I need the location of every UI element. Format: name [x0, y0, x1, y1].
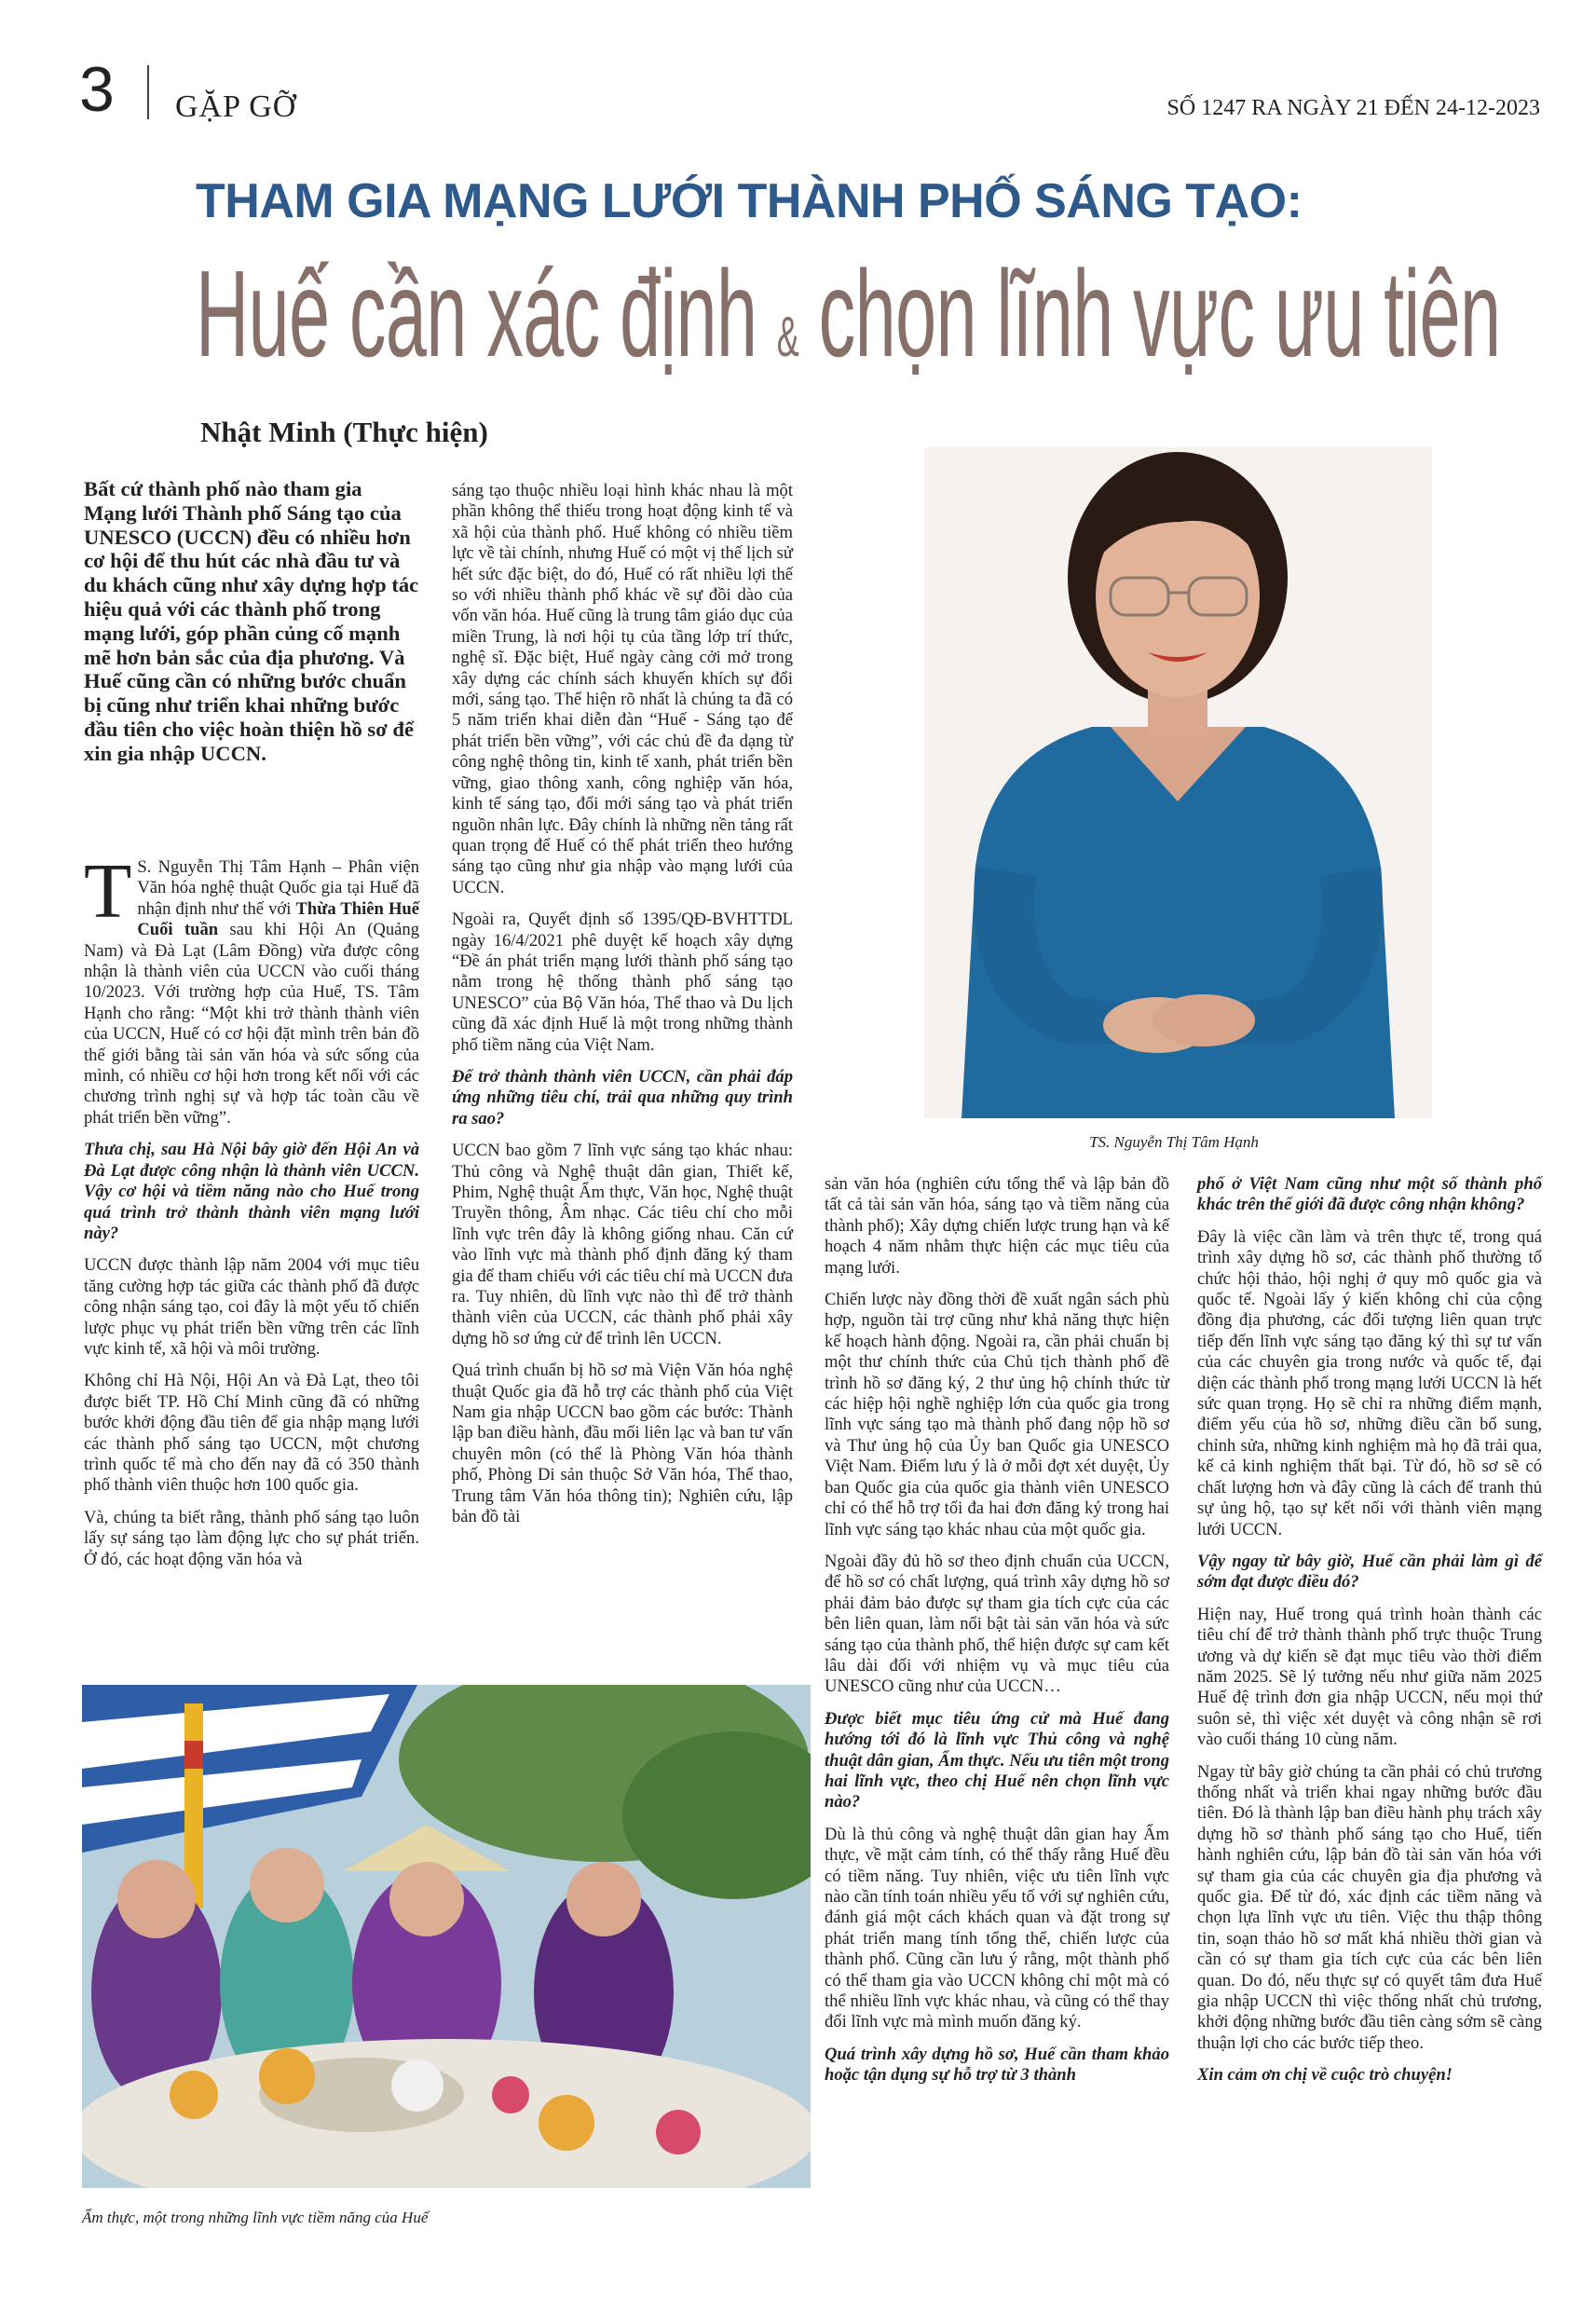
question-5: Vậy ngay từ bây giờ, Huế cần phải làm gì để sớm đạt được điều đó? [1197, 1551, 1542, 1593]
section-name: GẶP GỠ [175, 89, 297, 124]
paragraph: UCCN bao gồm 7 lĩnh vực sáng tạo khác nhau: Thủ công và Nghệ thuật dân gian, Thiết kế, Phim, Nghệ thuật Ẩm thực, Văn học, Nghệ thuật Truyền thông, Âm nhạc. Các tiêu chí cho mỗi lĩnh vực trên đây là không giống nhau. Căn cứ vào lĩnh vực mà thành phố định đăng ký tham gia để tham chiếu với các tiêu chí mà UCCN đưa ra. Tuy nhiên, dù lĩnh vực nào thì để trở thành thành viên của UCCN, các thành phố phải xây dựng hồ sơ ứng cử để trình lên UCCN. [452, 1141, 793, 1348]
publication-name: Thừa Thiên Huế Cuối tuần [137, 898, 419, 940]
paragraph: Quá trình chuẩn bị hồ sơ mà Viện Văn hóa nghệ thuật Quốc gia đã hỗ trợ các thành phố của Việt Nam gia nhập UCCN bao gồm các bước: Thành lập ban điều hành, đầu mối liên lạc và ban tư vấn chuyên môn (có thể là Phòng Văn hóa thành phố, Phòng Di sản thuộc Sở Văn hóa, Thể thao, Trung tâm Văn hóa thông tin); Nghiên cứu, lập bản đồ tài [452, 1361, 793, 1527]
article-headline [196, 244, 1500, 407]
header-divider [147, 65, 149, 119]
issue-info: SỐ 1247 RA NGÀY 21 ĐẾN 24-12-2023 [1166, 96, 1540, 120]
paragraph: Chiến lược này đồng thời đề xuất ngân sách phù hợp, nguồn tài trợ cũng như khả năng thực hiện kế hoạch hành động. Ngoài ra, cần phải chuẩn bị một thư chính thức của Chủ tịch thành phố đề trình hồ sơ đăng ký, 2 thư ủng hộ chính thức từ các hiệp hội nghề nghiệp lớn của quốc gia trong lĩnh vực sáng tạo mà thành phố đang nộp hồ sơ và Thư ủng hộ của Ủy ban Quốc gia UNESCO Việt Nam. Điểm lưu ý là ở mỗi đợt xét duyệt, Ủy ban Quốc gia của quốc gia thành viên UNESCO chỉ có thể hỗ trợ tối đa hai đơn đăng ký trong hai lĩnh vực sáng tạo khác nhau của một quốc gia. [825, 1290, 1169, 1539]
question-4: Quá trình xây dựng hồ sơ, Huế cần tham khảo hoặc tận dụng sự hỗ trợ từ 3 thành [825, 2044, 1169, 2086]
food-photo-caption: Ẩm thực, một trong những lĩnh vực tiềm năng của Huế [82, 2209, 429, 2226]
paragraph: sản văn hóa (nghiên cứu tổng thể và lập bản đồ tất cả tài sản văn hóa, sáng tạo và tiềm năng của thành phố); Xây dựng chiến lược trung hạn và kế hoạch 4 năm nhằm thực hiện các mục tiêu của mạng lưới. [825, 1174, 1169, 1278]
paragraph: Hiện nay, Huế trong quá trình hoàn thành các tiêu chí để trở thành thành phố trực thuộc Trung ương và dự kiến sẽ đạt mục tiêu vào thời điểm năm 2025. Sẽ lý tưởng nếu như giữa năm 2025 Huế đệ trình đơn gia nhập UCCN, nếu mọi thứ suôn sẻ, thì việc xét duyệt và công nhận sẽ rơi vào cuối tháng 10 cùng năm. [1197, 1604, 1542, 1750]
intro-paragraph [84, 848, 420, 1129]
food-photo [82, 1685, 811, 2188]
headline-part-2: chọn lĩnh vực ưu tiên [798, 245, 1501, 382]
byline: Nhật Minh (Thực hiện) [200, 416, 488, 448]
column-1 [84, 848, 420, 1581]
page-number: 3 [79, 54, 115, 125]
question-1: Thưa chị, sau Hà Nội bây giờ đến Hội An và Đà Lạt được công nhận là thành viên UCCN. Vậy cơ hội và tiềm năng nào cho Huế trong quá trình trở thành thành viên mạng lưới này? [84, 1140, 419, 1243]
column-3 [825, 1174, 1169, 2098]
paragraph: Đây là việc cần làm và trên thực tế, trong quá trình xây dựng hồ sơ, các thành phố thường tổ chức hội thảo, hội nghị ở quy mô quốc gia và quốc tế. Ngoài lấy ý kiến không chỉ của cộng đồng địa phương, các đối tượng liên quan trực tiếp đến lĩnh vực sáng tạo đăng ký thì sự tư vấn của các chuyên gia trong nước và quốc tế, đại diện các thành phố trong mạng lưới UCCN là hết sức quan trọng. Họ sẽ chỉ ra những điểm mạnh, điểm yếu của hồ sơ, những điều cần bổ sung, chỉnh sửa, những kinh nghiệm mà họ đã trải qua, kể cả kinh nghiệm thất bại. Từ đó, hồ sơ sẽ có chất lượng hơn và đây cũng là cách để tranh thủ sự ủng hộ, tạo sự kết nối với thành viên mạng lưới UCCN. [1197, 1226, 1542, 1539]
paragraph: Không chỉ Hà Nội, Hội An và Đà Lạt, theo tôi được biết TP. Hồ Chí Minh cũng đã có những bước khởi động đầu tiên để gia nhập mạng lưới các thành phố sáng tạo UCCN, một chương trình quốc tế mà cho đến nay đã có 350 thành phố thành viên thuộc hơn 100 quốc gia. [84, 1371, 419, 1496]
paragraph: Dù là thủ công và nghệ thuật dân gian hay Ẩm thực, về mặt cảm tính, có thể thấy rằng Huế đều có tiềm năng. Tuy nhiên, việc ưu tiên lĩnh vực nào cần tính toán nhiều yếu tố với sự nghiên cứu, đánh giá một cách khách quan và đặt trong sự phát triển mang tính tổng thể, chiến lược của thành phố. Cũng cần lưu ý rằng, một thành phố có thể tham gia vào UCCN không chỉ một mà có thể nhiều lĩnh vực khác nhau, và cũng có thể thay đổi lĩnh vực mà mình muốn đăng ký. [825, 1824, 1169, 2032]
intro-text-a: S. Nguyễn Thị Tâm Hạnh – Phân viện Văn hóa nghệ thuật Quốc gia tại Huế đã nhận định như thế với [137, 857, 419, 919]
article-lead: Bất cứ thành phố nào tham gia Mạng lưới Thành phố Sáng tạo của UNESCO (UCCN) đều có nhiều hơn cơ hội để thu hút các nhà đầu tư và du khách cũng như xây dựng hợp tác hiệu quả với các thành phố trong mạng lưới, góp phần củng cố mạnh mẽ hơn bản sắc của địa phương. Và Huế cũng cần có những bước chuẩn bị cũng như triển khai những bước đầu tiên cho việc hoàn thiện hồ sơ để xin gia nhập UCCN. [84, 477, 419, 765]
column-2 [452, 481, 793, 1539]
question-4-continued: phố ở Việt Nam cũng như một số thành phố khác trên thế giới đã được công nhận không? [1197, 1174, 1542, 1215]
drop-cap: T [84, 848, 132, 935]
paragraph: Và, chúng ta biết rằng, thành phố sáng tạo luôn lấy sự sáng tạo làm động lực cho sự phát triển. Ở đó, các hoạt động văn hóa và [84, 1507, 419, 1569]
paragraph: Ngay từ bây giờ chúng ta cần phải có chủ trương thống nhất và triển khai ngay những bước đầu tiên. Đó là thành lập ban điều hành phụ trách xây dựng hồ sơ thành phố sáng tạo cho Huế, tiến hành nghiên cứu, lập bản đồ tài sản văn hóa với sự tham gia của các chuyên gia địa phương và quốc gia. Để từ đó, xác định các tiềm năng và chọn lựa lĩnh vực ưu tiên. Việc thu thập thông tin, soạn thảo hồ sơ mất khá nhiều thời gian và cần có sự tham gia tích cực của các bên liên quan. Do đó, nếu thực sự có quyết tâm đưa Huế gia nhập UCCN thì việc thống nhất chủ trương, khởi động những bước đầu tiên càng sớm sẽ càng thuận lợi cho các bước tiếp theo. [1197, 1761, 1542, 2053]
portrait-photo [924, 447, 1432, 1118]
article-kicker: THAM GIA MẠNG LƯỚI THÀNH PHỐ SÁNG TẠO: [196, 174, 1303, 228]
headline-ampersand: & [776, 306, 799, 368]
column-4 [1197, 1174, 1542, 2098]
paragraph: sáng tạo thuộc nhiều loại hình khác nhau là một phần không thể thiếu trong hoạt động kinh tế và xã hội của thành phố. Huế không có nhiều tiềm lực về tài chính, nhưng Huế có một vị thế lịch sử hết sức đặc biệt, do đó, Huế có rất nhiều lợi thế so với nhiều thành phố khác về sự đồi dào của vốn văn hóa. Huế cũng là trung tâm giáo dục của miền Trung, là nơi hội tụ của tầng lớp trí thức, nghệ sĩ. Đặc biệt, Huế ngày càng cởi mở trong xây dựng các chính sách khuyến khích sự đổi mới, sáng tạo. Thể hiện rõ nhất là chúng ta đã có 5 năm triển khai diễn đàn “Huế - Sáng tạo để phát triển bền vững”, với các chủ đề đa dạng từ công nghệ thông tin, kinh tế xanh, phát triển bền vững, giao thông xanh, công nghiệp văn hóa, kinh tế sáng tạo, đổi mới sáng tạo và phát triển nguồn nhân lực. Đây chính là những nền tảng rất quan trọng để Huế có thể phát triển theo hướng sáng tạo cũng như gia nhập vào mạng lưới của UCCN. [452, 481, 793, 897]
paragraph: Ngoài đầy đủ hồ sơ theo định chuẩn của UCCN, để hồ sơ có chất lượng, quá trình xây dựng hồ sơ phải đảm bảo được sự tham gia tích cực của các bên liên quan, làm nổi bật tài sản văn hóa và sức sáng tạo của thành phố, thể hiện được sự cam kết lâu dài đối với nhiệm vụ và mục tiêu của UNESCO cũng như của UCCN… [825, 1551, 1169, 1697]
paragraph: UCCN được thành lập năm 2004 với mục tiêu tăng cường hợp tác giữa các thành phố đã được công nhận sáng tạo, coi đây là một yếu tố chiến lược phục vụ phát triển bền vững trên các lĩnh vực kinh tế, xã hội và môi trường. [84, 1255, 419, 1359]
paragraph: Ngoài ra, Quyết định số 1395/QĐ-BVHTTDL ngày 16/4/2021 phê duyệt kế hoạch xây dựng “Đề án phát triển mạng lưới thành phố sáng tạo nằm trong hệ thống thành phố sáng tạo UNESCO” của Bộ Văn hóa, Thể thao và Du lịch cũng đã xác định Huế là một trong những thành phố tiềm năng của Việt Nam. [452, 910, 793, 1055]
portrait-caption: TS. Nguyễn Thị Tâm Hạnh [1089, 1133, 1259, 1151]
intro-text-b: sau khi Hội An (Quảng Nam) và Đà Lạt (Lâm Đồng) vừa được công nhận là thành viên của UCCN vào cuối tháng 10/2023. Với trường hợp của Huế, TS. Tâm Hạnh cho rằng: “Một khi trở thành thành viên của UCCN, Huế có cơ hội đặt mình trên bản đồ thế giới bằng tài sản văn hóa và sức sống của mình, có nhiều cơ hội hơn trong kết nối với các chương trình nghị sự và hợp tác toàn cầu về phát triển bền vững”. [84, 920, 420, 1128]
question-3: Được biết mục tiêu ứng cử mà Huế đang hướng tới đó là lĩnh vực Thủ công và nghệ thuật dân gian, Ẩm thực. Nếu ưu tiên một trong hai lĩnh vực, theo chị Huế nên chọn lĩnh vực nào? [825, 1708, 1169, 1813]
closing-line: Xin cảm ơn chị về cuộc trò chuyện! [1197, 2065, 1453, 2086]
headline-part-1: Huế cần xác định [196, 245, 777, 382]
question-2: Để trở thành thành viên UCCN, cần phải đáp ứng những tiêu chí, trải qua những quy trình ra sao? [452, 1066, 793, 1129]
